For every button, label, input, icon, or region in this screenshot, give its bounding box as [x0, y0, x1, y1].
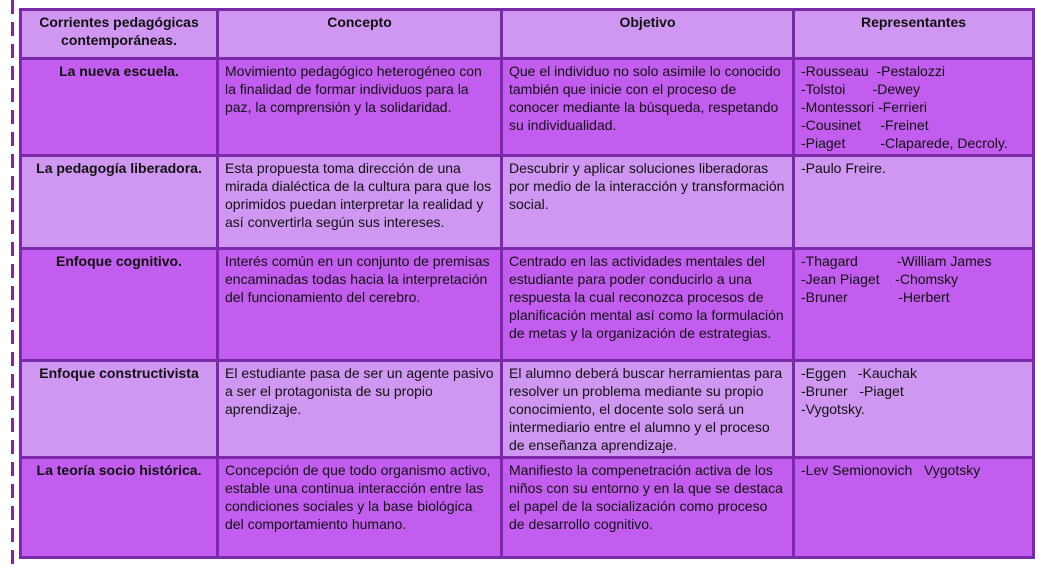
concepto-cell: Concepción de que todo organismo activo, estable una continua interacción entre las condiciones sociales y la base biológica del comportamiento humano. — [218, 458, 502, 558]
representante-line: -Paulo Freire. — [801, 160, 886, 176]
header-representantes: Representantes — [794, 10, 1034, 59]
objetivo-cell: Que el individuo no solo asimile lo conocido también que inicie con el proceso de conocer mediante la búsqueda, respetando su individualidad. — [502, 59, 794, 156]
objetivo-cell: Manifiesto la compenetración activa de los niños con su entorno y en la que se destaca el papel de la socialización como proceso de desarrollo cognitivo. — [502, 458, 794, 558]
representantes-cell — [794, 458, 1034, 558]
table-row — [21, 458, 1034, 558]
representante-line: -Montessori -Ferrieri — [801, 99, 928, 115]
table-row — [21, 361, 1034, 458]
representante-line: -Thagard -William James — [801, 253, 992, 269]
corriente-cell: Enfoque constructivista — [21, 361, 218, 458]
table-row — [21, 249, 1034, 361]
header-row — [21, 10, 1034, 59]
objetivo-cell: Descubrir y aplicar soluciones liberadoras por medio de la interacción y transformación social. — [502, 156, 794, 249]
representante-line: -Tolstoi -Dewey — [801, 81, 921, 97]
representante-line: -Bruner -Piaget — [801, 383, 904, 399]
left-dashed-border — [11, 0, 14, 569]
representantes-cell — [794, 59, 1034, 156]
concepto-cell: Esta propuesta toma dirección de una mirada dialéctica de la cultura para que los oprimidos puedan interpretar la realidad y así convertirla según sus intereses. — [218, 156, 502, 249]
pedagogy-table — [19, 8, 1035, 559]
objetivo-cell: Centrado en las actividades mentales del estudiante para poder conducirlo a una respuesta la cual reconozca procesos de planificación mental así como la formulación de metas y la organización de estrategias. — [502, 249, 794, 361]
concepto-cell: Interés común en un conjunto de premisas encaminadas todas hacia la interpretación del funcionamiento del cerebro. — [218, 249, 502, 361]
representante-line: -Piaget -Claparede, Decroly. — [801, 135, 1008, 151]
representantes-cell — [794, 361, 1034, 458]
concepto-cell: El estudiante pasa de ser un agente pasivo a ser el protagonista de su propio aprendizaje. — [218, 361, 502, 458]
representantes-cell — [794, 249, 1034, 361]
header-concepto: Concepto — [218, 10, 502, 59]
table-row — [21, 59, 1034, 156]
objetivo-cell: El alumno deberá buscar herramientas para resolver un problema mediante su propio conocimiento, el docente solo será un intermediario entre el alumno y el proceso de enseñanza aprendizaje. — [502, 361, 794, 458]
representante-line: -Bruner -Herbert — [801, 289, 950, 305]
representante-line: -Rousseau -Pestalozzi — [801, 63, 945, 79]
corriente-cell: La teoría socio histórica. — [21, 458, 218, 558]
corriente-cell: La pedagogía liberadora. — [21, 156, 218, 249]
corriente-cell: La nueva escuela. — [21, 59, 218, 156]
representante-line: -Jean Piaget -Chomsky — [801, 271, 959, 287]
header-corrientes: Corrientes pedagógicas contemporáneas. — [21, 10, 218, 59]
representante-line: -Eggen -Kauchak — [801, 365, 917, 381]
corriente-cell: Enfoque cognitivo. — [21, 249, 218, 361]
table-row — [21, 156, 1034, 249]
representante-line: -Cousinet -Freinet — [801, 117, 929, 133]
representantes-cell — [794, 156, 1034, 249]
representante-line: -Lev Semionovich Vygotsky — [801, 462, 981, 478]
representante-line: -Vygotsky. — [801, 401, 865, 417]
header-objetivo: Objetivo — [502, 10, 794, 59]
concepto-cell: Movimiento pedagógico heterogéneo con la finalidad de formar individuos para la paz, la comprensión y la solidaridad. — [218, 59, 502, 156]
